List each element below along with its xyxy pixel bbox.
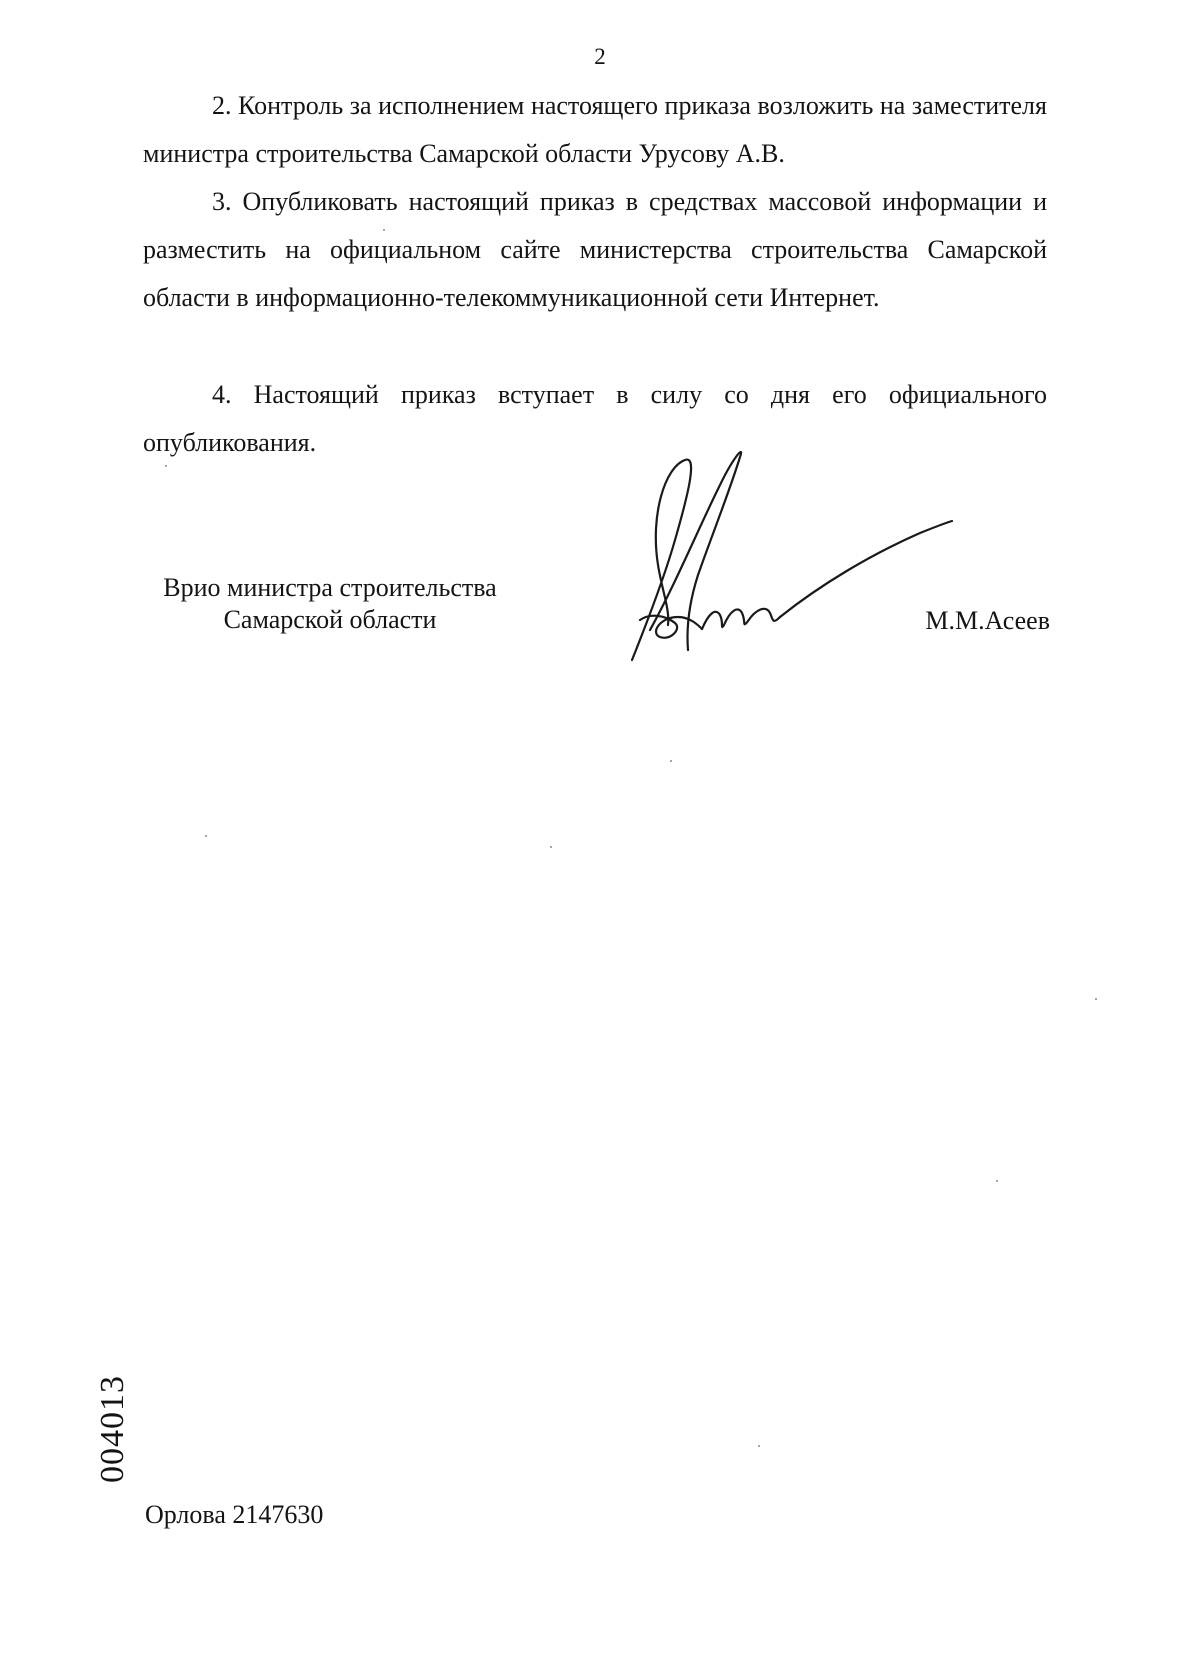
- scan-speck: [205, 835, 207, 837]
- scan-speck: [996, 1180, 998, 1182]
- scan-speck: [1095, 998, 1097, 1000]
- page-number: 2: [594, 44, 606, 69]
- paragraph-3-text: 3. Опубликовать настоящий приказ в средствах массовой информации и разместить на официальном сайте министерства строительства Самарской области в информационно-телекоммуникационной сети Интернет.: [143, 187, 1047, 312]
- scan-speck: [670, 760, 672, 762]
- registration-number: 004013: [94, 1375, 131, 1483]
- paragraph-2: [143, 82, 1047, 178]
- signatory-title-line1: Врио министра строительства: [163, 573, 497, 602]
- paragraph-3: [143, 178, 1047, 322]
- paragraph-2-text: 2. Контроль за исполнением настоящего приказа возложить на заместителя министра строительства Самарской области Урусову А.В.: [143, 91, 1047, 168]
- executor-contact: Орлова 2147630: [145, 1500, 324, 1529]
- scan-speck: [550, 846, 552, 848]
- paragraph-4-text: 4. Настоящий приказ вступает в силу со дня его официального опубликования.: [143, 380, 1047, 457]
- scan-speck: [758, 1445, 760, 1447]
- scan-speck: [165, 465, 167, 467]
- scan-speck: [383, 229, 385, 231]
- signatory-title-line2: Самарской области: [223, 605, 437, 634]
- signatory-title: [145, 572, 515, 636]
- signatory-name: М.М.Асеев: [925, 606, 1050, 635]
- handwritten-signature: [620, 445, 960, 675]
